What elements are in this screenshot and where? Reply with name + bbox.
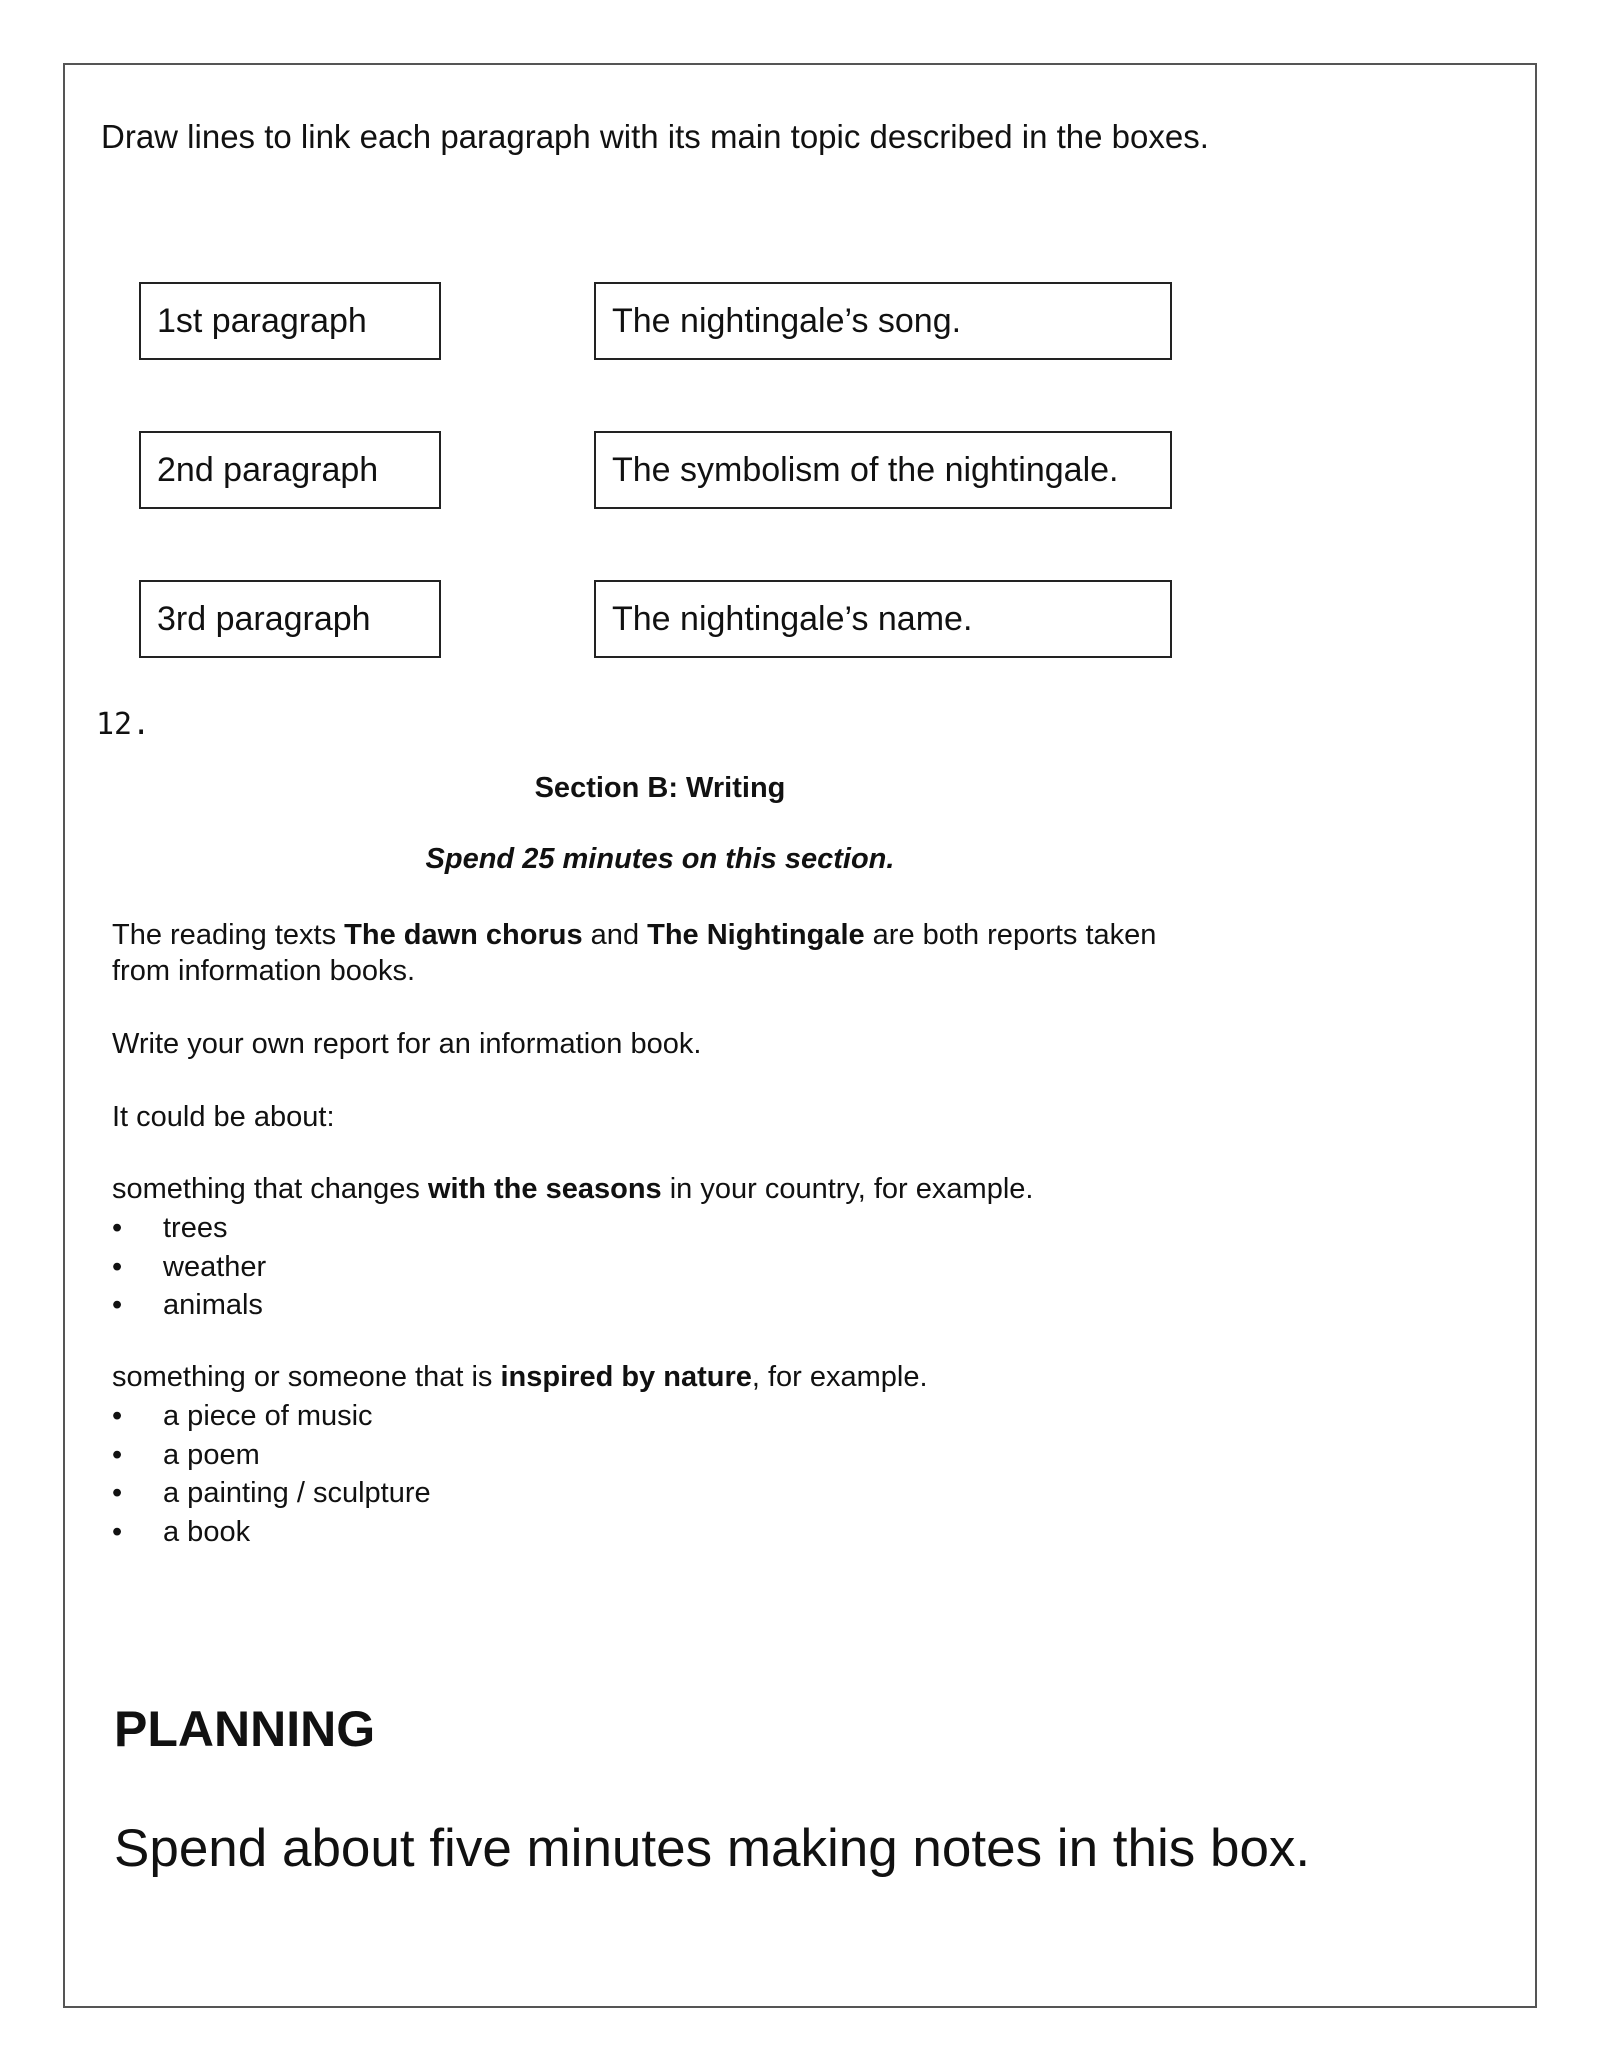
intro-text-1: The reading texts — [112, 919, 345, 951]
intro-text-3: are both reports taken — [864, 919, 1157, 951]
list-item: • a painting / sculpture — [112, 1474, 431, 1513]
section-title: Section B: Writing — [534, 772, 786, 804]
paragraph-box-3[interactable]: 3rd paragraph — [139, 580, 441, 658]
seasons-list — [112, 1209, 266, 1325]
matching-instruction: Draw lines to link each paragraph with its main topic described in the boxes. — [101, 118, 1209, 155]
option-seasons-post: in your country, for example. — [661, 1173, 1034, 1205]
option-nature-bold: inspired by nature — [500, 1361, 752, 1393]
intro-text-line2: from information books. — [112, 955, 416, 987]
list-item: • a book — [112, 1513, 431, 1552]
intro-text-2: and — [582, 919, 648, 951]
paragraph-box-1[interactable]: 1st paragraph — [139, 282, 441, 360]
planning-heading: PLANNING — [114, 1701, 376, 1757]
topic-box-2[interactable]: The symbolism of the nightingale. — [594, 431, 1172, 509]
option-nature — [112, 1359, 928, 1395]
list-item: • a poem — [112, 1436, 431, 1475]
topic-box-3[interactable]: The nightingale’s name. — [594, 580, 1172, 658]
topic-box-1[interactable]: The nightingale’s song. — [594, 282, 1172, 360]
could-be-text: It could be about: — [112, 1101, 335, 1133]
option-seasons — [112, 1171, 1033, 1207]
text-title-dawn-chorus: The dawn chorus — [344, 919, 583, 951]
intro-text — [112, 917, 1156, 989]
option-nature-pre: something or someone that is — [112, 1361, 501, 1393]
text-title-nightingale: The Nightingale — [647, 919, 865, 951]
paragraph-box-2[interactable]: 2nd paragraph — [139, 431, 441, 509]
list-item: • animals — [112, 1286, 266, 1325]
list-item: • weather — [112, 1248, 266, 1287]
option-seasons-pre: something that changes — [112, 1173, 428, 1205]
planning-note: Spend about five minutes making notes in this box. — [114, 1819, 1311, 1878]
list-item: • trees — [112, 1209, 266, 1248]
task-text: Write your own report for an information book. — [112, 1028, 702, 1060]
question-number: 12. — [96, 707, 151, 742]
nature-list — [112, 1397, 431, 1551]
option-seasons-bold: with the seasons — [427, 1173, 662, 1205]
option-nature-post: , for example. — [751, 1361, 928, 1393]
list-item: • a piece of music — [112, 1397, 431, 1436]
time-note: Spend 25 minutes on this section. — [425, 843, 895, 875]
